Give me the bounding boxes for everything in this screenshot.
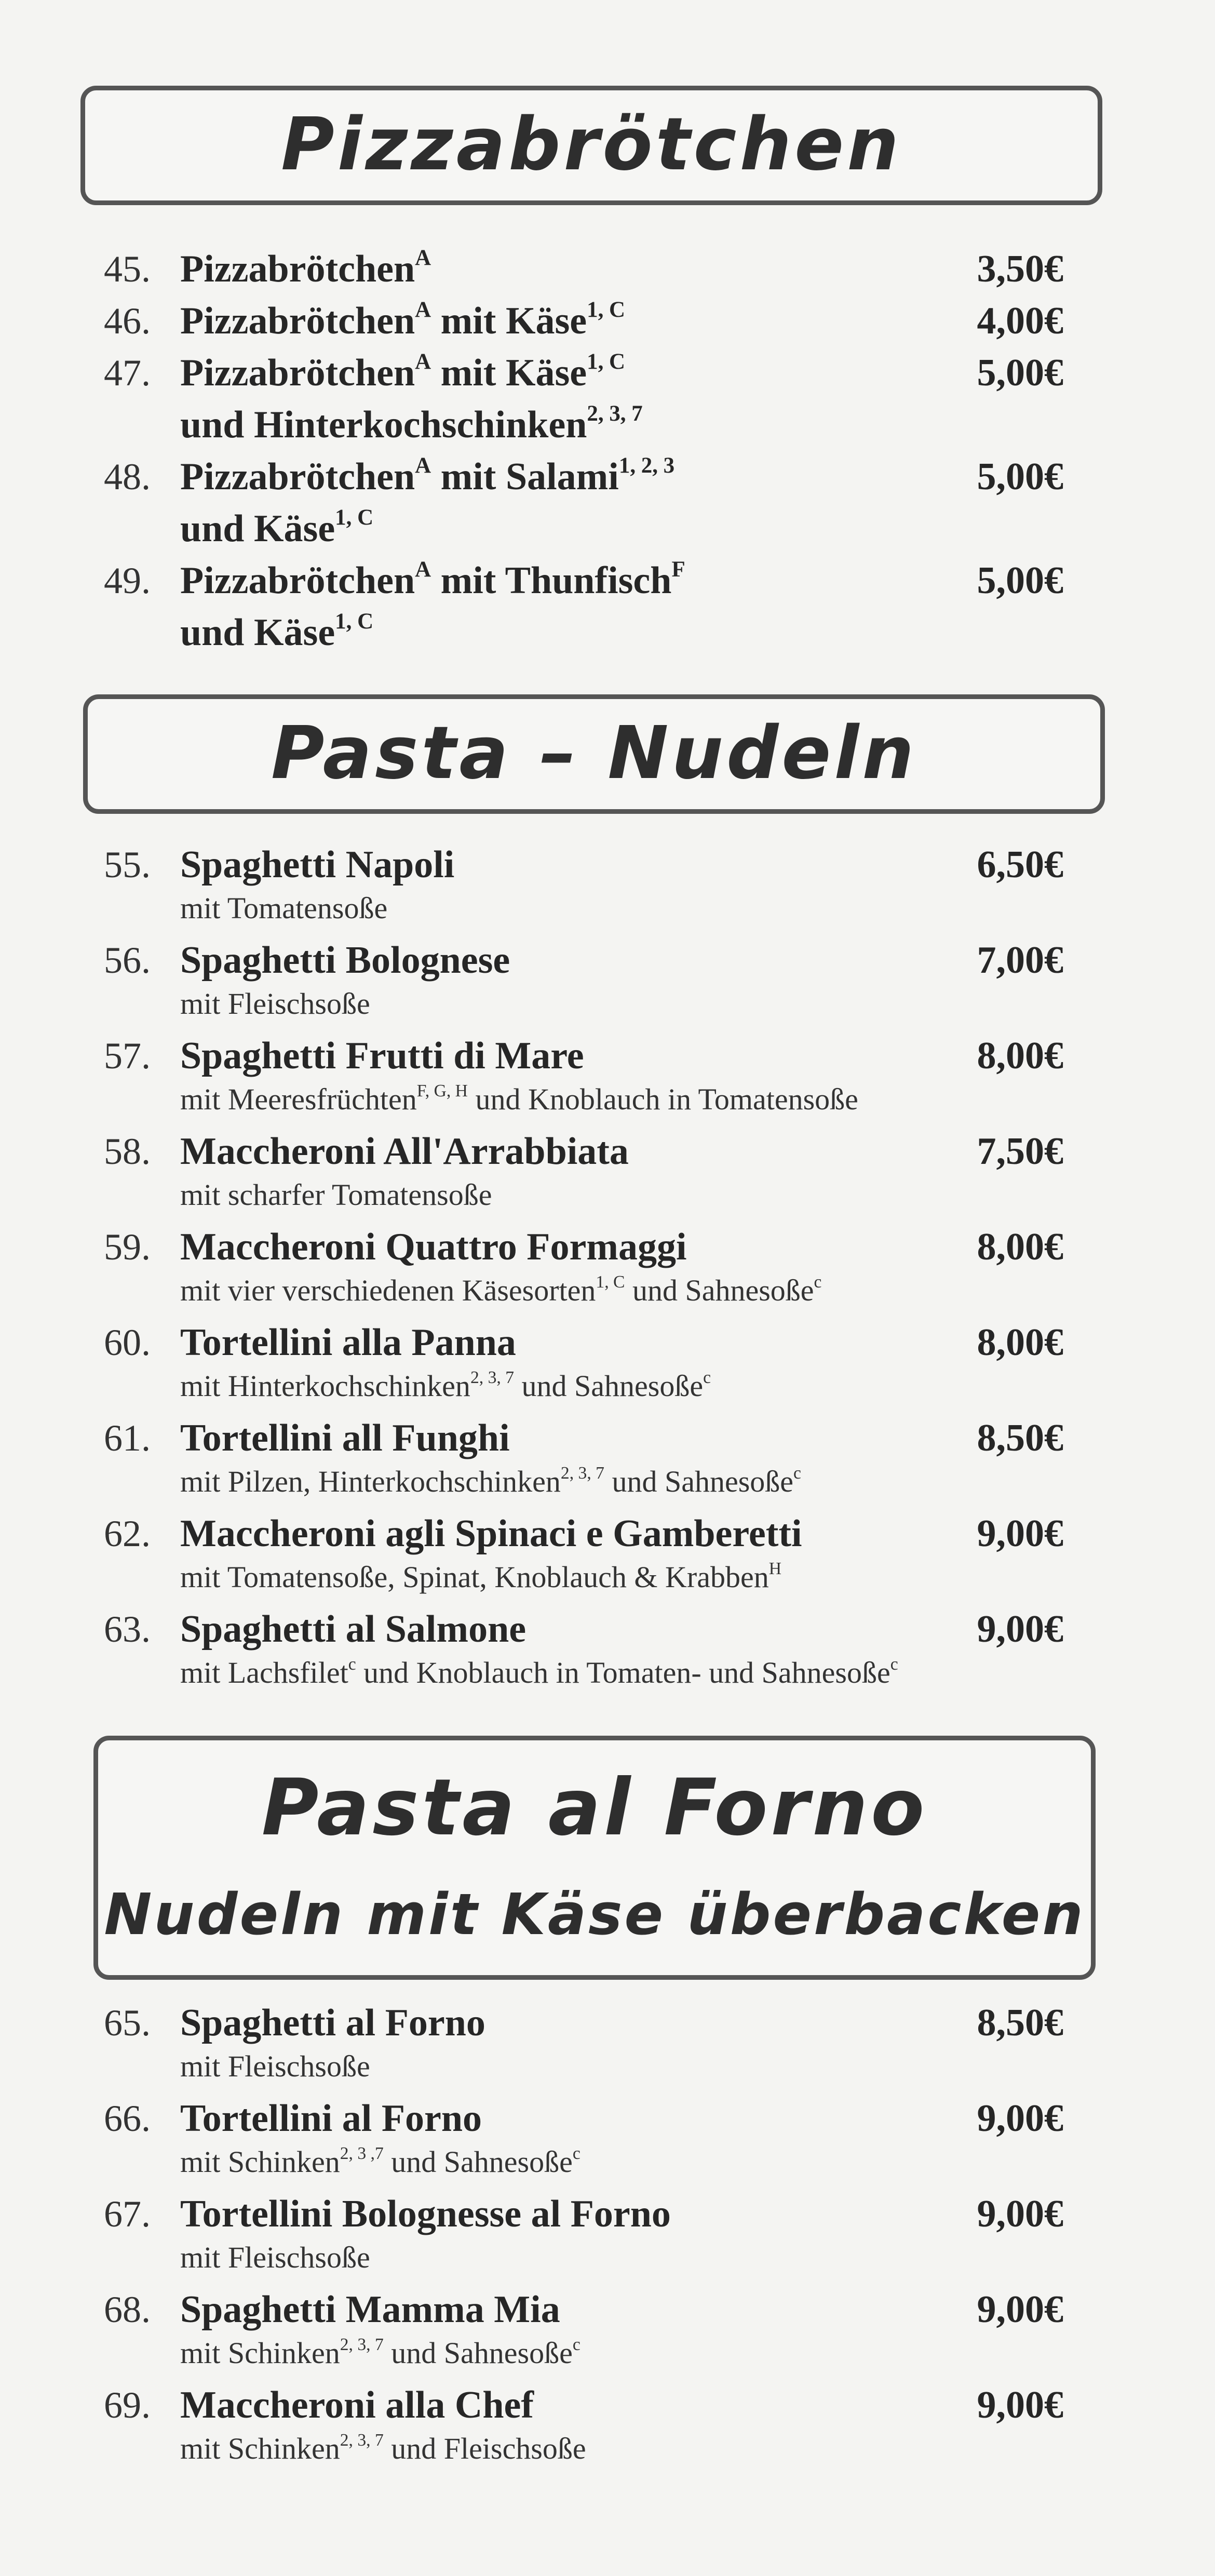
item-name: Pizzabrötchen$^A$ mit Käse$^{1, C}$ [180, 297, 626, 342]
item-description: mit Lachsfilet$^c$ und Knoblauch in Tomaten- und Sahnesoße$^c$ [180, 1654, 898, 1689]
item-price: 9,00€ [977, 2193, 1063, 2235]
section-banner-pasta-nudeln [83, 694, 1105, 814]
item-name: Tortellini Bolognesse al Forno [180, 2193, 671, 2235]
item-name: Pizzabrötchen$^A$ mit Thunfisch$^F$ [180, 557, 685, 602]
section-subtitle: Nudeln mit Käse überbacken [104, 1881, 1085, 1948]
item-name: Maccheroni alla Chef [180, 2384, 534, 2426]
item-description: mit Fleischsoße [180, 2049, 370, 2083]
item-description: mit Schinken$^{2, 3, 7}$ und Sahnesoße$^c$ [180, 2334, 580, 2370]
item-name: Tortellini all Funghi [180, 1417, 510, 1459]
item-description: mit Schinken$^{2, 3, 7}$ und Fleischsoße [180, 2430, 586, 2465]
item-price: 9,00€ [977, 2288, 1063, 2331]
item-name: Pizzabrötchen$^A$ mit Salami$^{1, 2, 3}$ [180, 453, 675, 498]
item-price: 5,00€ [977, 559, 1063, 602]
item-description: mit Tomatensoße, Spinat, Knoblauch & Krabben$^H$ [180, 1559, 782, 1594]
item-name: Spaghetti Bolognese [180, 939, 510, 982]
item-description: mit vier verschiedenen Käsesorten$^{1, C}$ und Sahnesoße$^c$ [180, 1272, 822, 1307]
item-name: Pizzabrötchen$^A$ [180, 245, 431, 290]
item-name: Maccheroni All'Arrabbiata [180, 1130, 629, 1173]
item-price: 5,00€ [977, 352, 1063, 394]
item-name: Spaghetti Frutti di Mare [180, 1035, 584, 1077]
item-price: 8,50€ [977, 1417, 1063, 1459]
item-price: 9,00€ [977, 2097, 1063, 2140]
item-number: 57. [104, 1035, 151, 1077]
item-price: 9,00€ [977, 1608, 1063, 1651]
item-name: Spaghetti Mamma Mia [180, 2288, 560, 2331]
item-name: Maccheroni agli Spinaci e Gamberetti [180, 1512, 802, 1555]
item-description: mit Meeresfrüchten$^{F, G, H}$ und Knoblauch in Tomatensoße [180, 1081, 858, 1116]
item-number: 45. [104, 248, 151, 290]
item-number: 46. [104, 300, 151, 342]
item-price: 9,00€ [977, 2384, 1063, 2426]
item-description: mit Schinken$^{2, 3 ,7}$ und Sahnesoße$^c$ [180, 2143, 580, 2179]
section-title: Pizzabrötchen [281, 102, 902, 187]
item-number: 62. [104, 1513, 151, 1554]
item-price: 8,00€ [977, 1035, 1063, 1077]
item-number: 58. [104, 1131, 151, 1172]
item-name: Tortellini alla Panna [180, 1321, 516, 1364]
item-number: 66. [104, 2098, 151, 2139]
item-price: 5,00€ [977, 455, 1063, 498]
item-number: 63. [104, 1608, 151, 1650]
item-number: 48. [104, 456, 151, 498]
item-name: Tortellini al Forno [180, 2097, 482, 2140]
item-number: 67. [104, 2193, 151, 2235]
item-number: 56. [104, 940, 151, 981]
item-name-line2: und Käse$^{1, C}$ [180, 505, 374, 550]
item-number: 68. [104, 2289, 151, 2330]
item-name: Spaghetti Napoli [180, 843, 455, 886]
item-description: mit Pilzen, Hinterkochschinken$^{2, 3, 7}$ und Sahnesoße$^c$ [180, 1463, 801, 1498]
item-name: Pizzabrötchen$^A$ mit Käse$^{1, C}$ [180, 349, 626, 394]
item-number: 59. [104, 1226, 151, 1268]
item-price: 4,00€ [977, 300, 1063, 342]
item-number: 47. [104, 352, 151, 394]
item-name: Spaghetti al Forno [180, 2002, 485, 2044]
item-price: 7,50€ [977, 1130, 1063, 1173]
item-number: 60. [104, 1322, 151, 1363]
item-number: 61. [104, 1417, 151, 1459]
section-title: Pasta – Nudeln [271, 711, 917, 796]
item-name: Maccheroni Quattro Formaggi [180, 1226, 687, 1268]
item-name: Spaghetti al Salmone [180, 1608, 526, 1651]
item-name-line2: und Käse$^{1, C}$ [180, 609, 374, 654]
item-number: 69. [104, 2384, 151, 2426]
item-price: 8,50€ [977, 2002, 1063, 2044]
item-price: 8,00€ [977, 1226, 1063, 1268]
item-number: 65. [104, 2002, 151, 2044]
item-price: 8,00€ [977, 1321, 1063, 1364]
item-description: mit Hinterkochschinken$^{2, 3, 7}$ und Sahnesoße$^c$ [180, 1367, 711, 1403]
item-description: mit Fleischsoße [180, 987, 370, 1021]
item-price: 3,50€ [977, 248, 1063, 290]
item-name-line2: und Hinterkochschinken$^{2, 3, 7}$ [180, 401, 643, 446]
item-description: mit Fleischsoße [180, 2240, 370, 2274]
item-price: 9,00€ [977, 1512, 1063, 1555]
item-description: mit Tomatensoße [180, 891, 388, 925]
section-banner-pizzabroetchen [80, 86, 1102, 205]
section-title: Pasta al Forno [261, 1763, 928, 1853]
item-number: 55. [104, 844, 151, 886]
section-banner-pasta-al-forno [93, 1736, 1096, 1980]
item-price: 6,50€ [977, 843, 1063, 886]
item-number: 49. [104, 560, 151, 601]
item-description: mit scharfer Tomatensoße [180, 1178, 492, 1212]
item-price: 7,00€ [977, 939, 1063, 982]
